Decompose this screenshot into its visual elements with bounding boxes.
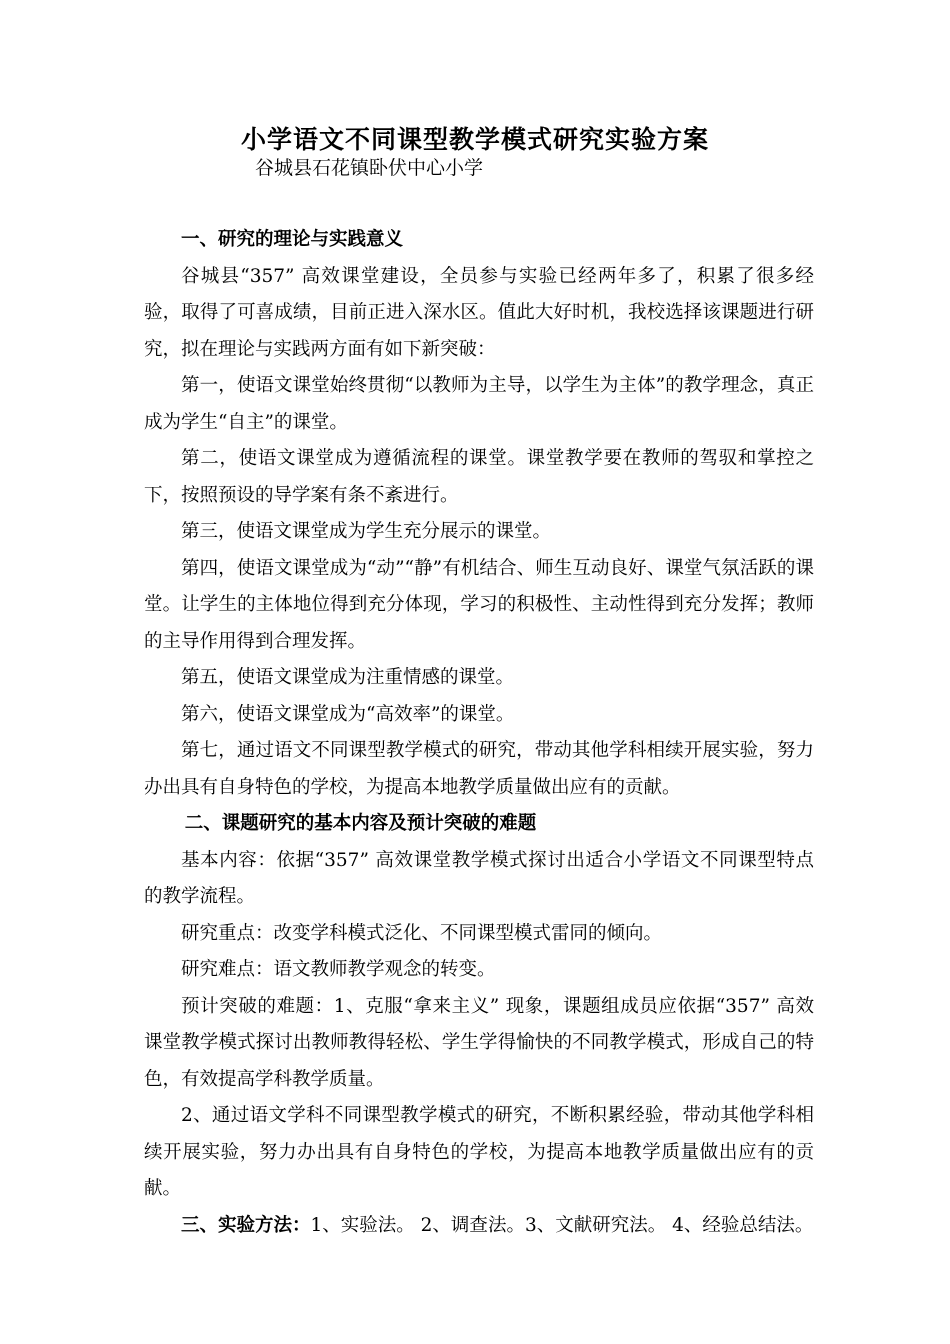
section-3-line — [144, 1208, 814, 1245]
paragraph: 研究重点：改变学科模式泛化、不同课型模式雷同的倾向。 — [181, 922, 663, 944]
paragraph: 第一，使语文课堂始终贯彻“以教师为主导，以学生为主体”的教学理念，真正成为学生“自主”的课堂。 — [144, 375, 814, 433]
paragraph: 第四，使语文课堂成为“动”“静”有机结合、师生互动良好、课堂气氛活跃的课堂。让学生的主体地位得到充分体现，学习的积极性、主动性得到充分发挥；教师的主导作用得到合理发挥。 — [144, 557, 814, 652]
paragraph: 研究难点：语文教师教学观念的转变。 — [181, 959, 496, 980]
section-2-heading: 二、课题研究的基本内容及预计突破的难题 — [184, 813, 537, 834]
paragraph: 2、通过语文学科不同课型教学模式的研究，不断积累经验，带动其他学科相续开展实验，努力办出具有自身特色的学校，为提高本地教学质量做出应有的贡献。 — [144, 1105, 814, 1199]
paragraph: 第二，使语文课堂成为遵循流程的课堂。课堂教学要在教师的驾驭和掌控之下，按照预设的导学案有条不紊进行。 — [144, 448, 814, 506]
paragraph: 第六，使语文课堂成为“高效率”的课堂。 — [181, 703, 515, 725]
section-3-methods: 1、实验法。 2、调查法。3、文献研究法。 4、经验总结法。 — [310, 1214, 814, 1236]
document-subtitle: 谷城县石花镇卧伏中心小学 — [255, 157, 484, 179]
section-3-heading: 三、实验方法： — [181, 1214, 311, 1236]
paragraph: 基本内容：依据“357” 高效课堂教学模式探讨出适合小学语文不同课型特点的教学流程。 — [144, 849, 814, 907]
document-title: 小学语文不同课型教学模式研究实验方案 — [240, 125, 709, 154]
paragraph: 第七，通过语文不同课型教学模式的研究，带动其他学科相续开展实验，努力办出具有自身特色的学校，为提高本地教学质量做出应有的贡献。 — [144, 740, 814, 798]
paragraph: 预计突破的难题：1、克服“拿来主义” 现象，课题组成员应依据“357” 高效课堂教学模式探讨出教师教得轻松、学生学得愉快的不同教学模式，形成自己的特色，有效提高学科教学质量。 — [144, 995, 814, 1090]
paragraph: 谷城县“357” 高效课堂建设，全员参与实验已经两年多了，积累了很多经验，取得了可喜成绩，目前正进入深水区。值此大好时机，我校选择该课题进行研究，拟在理论与实践两方面有如下新突破： — [144, 265, 814, 360]
section-1-heading: 一、研究的理论与实践意义 — [181, 229, 404, 250]
document-body — [144, 222, 814, 1244]
paragraph: 第三，使语文课堂成为学生充分展示的课堂。 — [181, 521, 552, 542]
paragraph: 第五，使语文课堂成为注重情感的课堂。 — [181, 667, 515, 688]
